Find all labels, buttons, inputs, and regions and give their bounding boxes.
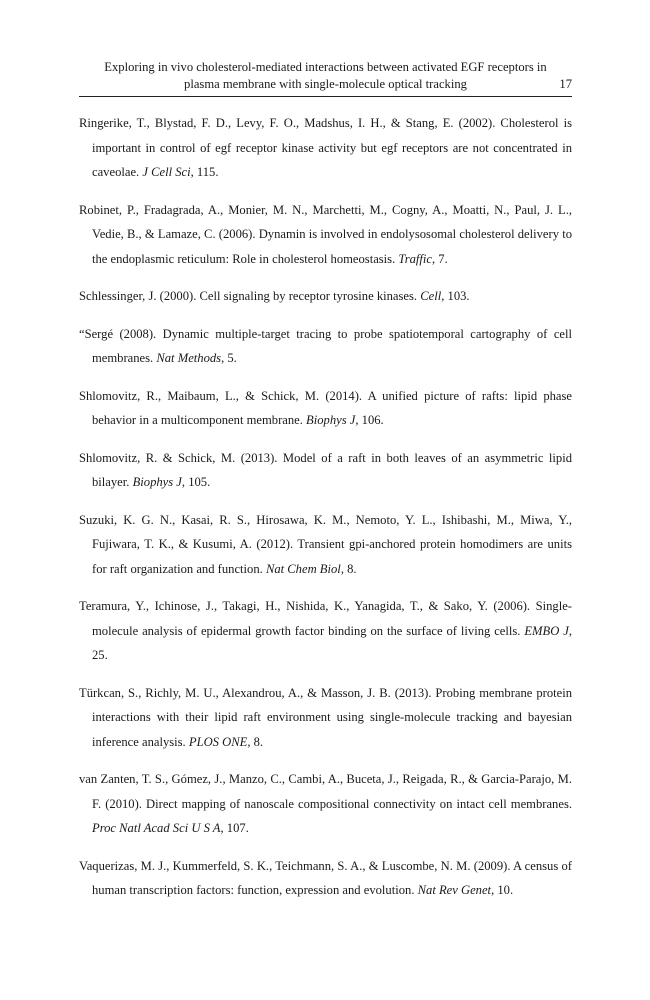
reference-volume: , 25.	[92, 623, 572, 662]
reference-journal: Biophys J	[306, 413, 356, 427]
reference-journal: Cell	[420, 289, 442, 303]
reference-text: Robinet, P., Fradagrada, A., Monier, M. N., Marchetti, M., Cogny, A., Moatti, N., Paul, J. L., Vedie, B., & Lamaze, C. (2006). Dynamin is involved in endolysosomal cholesterol delivery to the endoplasmic reticulum: Role in cholesterol homeostasis.	[79, 202, 572, 266]
reference-entry	[79, 198, 572, 272]
reference-journal: PLOS ONE	[188, 734, 248, 749]
page-number: 17	[559, 77, 572, 91]
reference-volume: , 7.	[431, 251, 448, 266]
reference-volume: , 10.	[491, 883, 514, 897]
reference-volume: , 105.	[181, 475, 211, 489]
running-head-title-line2: plasma membrane with single-molecule optical tracking	[184, 77, 467, 91]
reference-text: van Zanten, T. S., Gómez, J., Manzo, C., Cambi, A., Buceta, J., Reigada, R., & Garcia-Parajo, M. F. (2010). Direct mapping of nanoscale compositional connectivity on intact cell membranes.	[79, 772, 572, 811]
reference-journal: Nat Rev Genet	[417, 883, 492, 897]
reference-entry	[79, 594, 572, 668]
reference-text: Vaquerizas, M. J., Kummerfeld, S. K., Teichmann, S. A., & Luscombe, N. M. (2009). A census of human transcription factors: function, expression and evolution.	[79, 858, 572, 897]
reference-volume: , 8.	[247, 734, 264, 749]
reference-volume: , 107.	[220, 821, 249, 835]
reference-journal: Nat Methods	[156, 351, 222, 365]
reference-volume: , 103.	[441, 289, 470, 303]
header-rule	[79, 96, 572, 97]
reference-journal: J Cell Sci	[142, 165, 191, 179]
reference-entry	[79, 681, 572, 755]
reference-text: “Sergé (2008). Dynamic multiple-target tracing to probe spatiotemporal cartography of cell membranes.	[79, 326, 572, 365]
reference-journal: Traffic	[398, 251, 432, 266]
reference-journal: Biophys J	[132, 475, 182, 489]
reference-entry	[79, 446, 572, 495]
reference-text: Shlomovitz, R. & Schick, M. (2013). Model of a raft in both leaves of an asymmetric lipid bilayer.	[79, 450, 572, 489]
reference-text: Schlessinger, J. (2000). Cell signaling by receptor tyrosine kinases.	[79, 289, 418, 303]
reference-entry	[79, 322, 572, 371]
reference-entry	[79, 508, 572, 582]
reference-text: Türkcan, S., Richly, M. U., Alexandrou, A., & Masson, J. B. (2013). Probing membrane protein interactions with their lipid raft environment using single-molecule tracking and bayesian inference analysis.	[79, 685, 572, 749]
reference-volume: , 8.	[340, 561, 357, 576]
reference-entry	[79, 284, 572, 309]
reference-volume: , 115.	[190, 165, 219, 179]
reference-volume: , 106.	[355, 413, 384, 427]
reference-volume: , 5.	[221, 351, 237, 365]
reference-journal: EMBO J	[524, 623, 569, 638]
reference-entry	[79, 111, 572, 185]
reference-text: Suzuki, K. G. N., Kasai, R. S., Hirosawa, K. M., Nemoto, Y. L., Ishibashi, M., Miwa, Y., Fujiwara, T. K., & Kusumi, A. (2012). Transient gpi-anchored protein homodimers are units for raft organization and function.	[79, 512, 572, 576]
reference-text: Ringerike, T., Blystad, F. D., Levy, F. O., Madshus, I. H., & Stang, E. (2002). Cholesterol is important in control of egf receptor kinase activity but egf receptors are not concentrated in caveolae.	[79, 116, 572, 179]
reference-text: Shlomovitz, R., Maibaum, L., & Schick, M. (2014). A unified picture of rafts: lipid phase behavior in a multicomponent membrane.	[79, 388, 572, 427]
reference-text: Teramura, Y., Ichinose, J., Takagi, H., Nishida, K., Yanagida, T., & Sako, Y. (2006). Single-molecule analysis of epidermal growth factor binding on the surface of living cells.	[79, 599, 572, 638]
running-head-title-line1: Exploring in vivo cholesterol-mediated interactions between activated EGF receptors in	[104, 60, 547, 74]
reference-entry	[79, 767, 572, 841]
running-head	[79, 59, 572, 93]
reference-list	[79, 111, 572, 916]
reference-journal: Proc Natl Acad Sci U S A	[92, 821, 221, 835]
reference-entry	[79, 384, 572, 433]
running-head-title-line2-row	[79, 76, 572, 93]
reference-entry	[79, 854, 572, 903]
reference-journal: Nat Chem Biol	[265, 561, 341, 576]
